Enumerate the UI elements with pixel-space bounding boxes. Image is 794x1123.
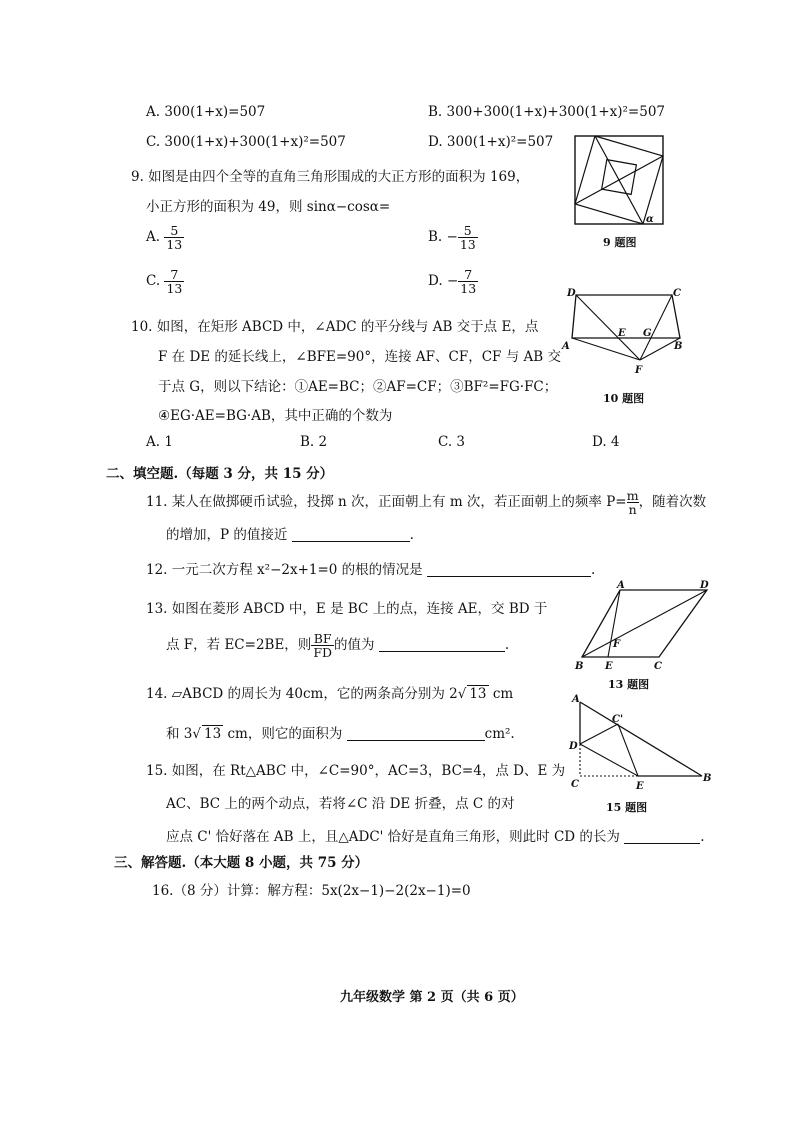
- label-e: E: [618, 328, 626, 339]
- figure-9-caption: 9 题图: [603, 236, 637, 249]
- label-d: D: [700, 580, 709, 591]
- q10-option-d: D. 4: [592, 434, 620, 450]
- q9-option-c: C. $\frac{7}{13}$: [146, 267, 183, 297]
- label-e: E: [605, 661, 613, 672]
- q8-option-b: B. 300+300(1+x)+300(1+x)²=507: [428, 104, 666, 120]
- q13-stem-line2: 点 F，若 EC=2BE，则 $\frac{BF}{FD}$ 的值为 .: [166, 631, 510, 661]
- label-c: C: [654, 661, 662, 672]
- figure-15-diagram: [566, 692, 716, 792]
- section-fill-in-title: 二、填空题.（每题 3 分，共 15 分）: [106, 466, 334, 482]
- q9-option-a: A. $\frac{5}{13}$: [146, 223, 183, 253]
- q12-stem: 12. 一元二次方程 x²−2x+1=0 的根的情况是 .: [146, 562, 596, 578]
- q12-answer-blank[interactable]: [427, 562, 591, 577]
- q8-option-a: A. 300(1+x)=507: [146, 104, 266, 120]
- section-solve-title: 三、解答题.（本大题 8 小题，共 75 分）: [114, 855, 369, 871]
- q9-stem-line2: 小正方形的面积为 49，则 sinα−cosα=: [146, 199, 391, 215]
- q15-stem-line3: 应点 C' 恰好落在 AB 上，且△ADC' 恰好是直角三角形，则此时 CD 的长为 .: [166, 829, 705, 845]
- alpha-label: α: [646, 214, 654, 225]
- label-f: F: [613, 639, 621, 650]
- figure-13-caption: 13 题图: [608, 678, 650, 691]
- label-f: F: [635, 365, 643, 376]
- q11-answer-blank[interactable]: [292, 527, 410, 542]
- label-b: B: [674, 341, 683, 352]
- q9-option-b: B. − $\frac{5}{13}$: [428, 223, 476, 253]
- label-b: B: [703, 773, 712, 784]
- q14-stem-line1: 14. ▱ABCD 的周长为 40cm，它的两条高分别为 2√ 13 cm: [146, 686, 514, 702]
- q9-stem-line1: 9. 如图是由四个全等的直角三角形围成的大正方形的面积为 169，: [131, 169, 530, 185]
- label-a: A: [617, 580, 625, 591]
- q14-answer-blank[interactable]: [347, 726, 485, 741]
- label-a: A: [572, 694, 580, 705]
- q10-option-b: B. 2: [300, 434, 328, 450]
- label-b: B: [575, 661, 584, 672]
- q10-stem-line2: F 在 DE 的延长线上，∠BFE=90°，连接 AF、CF，CF 与 AB 交: [158, 349, 561, 365]
- q13-stem-line1: 13. 如图在菱形 ABCD 中，E 是 BC 上的点，连接 AE，交 BD 于: [146, 601, 548, 617]
- q16-stem: 16.（8 分）计算：解方程：5x(2x−1)−2(2x−1)=0: [152, 883, 471, 899]
- label-a: A: [562, 341, 570, 352]
- q10-option-c: C. 3: [438, 434, 466, 450]
- label-c-prime: C': [612, 714, 624, 725]
- label-g: G: [643, 328, 652, 339]
- q13-answer-blank[interactable]: [379, 637, 505, 652]
- figure-10-diagram: [560, 283, 690, 383]
- label-e: E: [636, 781, 644, 792]
- q10-stem-line1: 10. 如图，在矩形 ABCD 中，∠ADC 的平分线与 AB 交于点 E，点: [131, 319, 539, 335]
- figure-15-caption: 15 题图: [606, 801, 648, 814]
- figure-13-diagram: [570, 578, 720, 673]
- figure-10-caption: 10 题图: [603, 392, 645, 405]
- q10-option-a: A. 1: [146, 434, 173, 450]
- q9-option-d: D. − $\frac{7}{13}$: [428, 267, 477, 297]
- figure-9-diagram: [570, 133, 670, 233]
- label-d: D: [569, 741, 578, 752]
- q11-stem-line1: 11. 某人在做掷硬币试验，投掷 n 次，正面朝上有 m 次，若正面朝上的频率 P= $\frac{m}{n}$ ，随着次数: [146, 488, 707, 518]
- q10-stem-line3: 于点 G，则以下结论：①AE=BC；②AF=CF；③BF²=FG·FC；: [158, 379, 558, 395]
- q15-answer-blank[interactable]: [624, 829, 700, 844]
- page-footer: 九年级数学 第 2 页（共 6 页）: [340, 990, 524, 1005]
- q8-option-d: D. 300(1+x)²=507: [428, 134, 554, 150]
- q10-stem-line4: ④EG·AE=BG·AB，其中正确的个数为: [158, 408, 393, 424]
- label-c: C: [571, 779, 579, 790]
- label-c: C: [673, 288, 681, 299]
- q14-stem-line2: 和 3√ 13 cm，则它的面积为 cm².: [166, 726, 515, 742]
- q15-stem-line1: 15. 如图，在 Rt△ABC 中，∠C=90°，AC=3，BC=4，点 D、E 为: [146, 763, 566, 779]
- q11-stem-line2: 的增加，P 的值接近 .: [166, 527, 414, 543]
- label-d: D: [567, 288, 576, 299]
- q15-stem-line2: AC、BC 上的两个动点，若将∠C 沿 DE 折叠，点 C 的对: [166, 796, 515, 812]
- q8-option-c: C. 300(1+x)+300(1+x)²=507: [146, 134, 346, 150]
